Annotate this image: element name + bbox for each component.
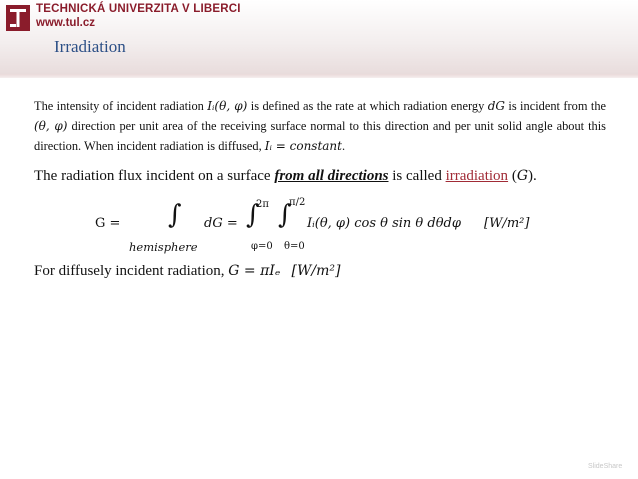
eq-integral-theta: ∫ bbox=[278, 200, 292, 230]
all-directions-emphasis: from all directions bbox=[274, 168, 389, 184]
eq-upper-phi: 2π bbox=[256, 199, 269, 210]
header-accent-line bbox=[470, 70, 638, 72]
diffuse-formula: G = πIₑ bbox=[228, 263, 281, 279]
eq-integrand: Iᵢ(θ, φ) cos θ sin θ dθdφ bbox=[307, 216, 461, 231]
slide-title: Irradiation bbox=[54, 37, 126, 56]
eq-dG: dG = bbox=[204, 216, 238, 231]
university-logo-icon bbox=[6, 5, 30, 31]
irradiation-equation bbox=[0, 196, 638, 256]
eq-lhs: G = bbox=[95, 216, 121, 231]
definition-paragraph: The intensity of incident radiation Iᵢ(θ, φ) is defined as the rate at which radiation energy dG is incident from the (θ, φ) direction per unit area of the receiving surface normal to this direction and per unit solid angle about this direction. When incident radiation is diffused, Iᵢ = constant. bbox=[34, 99, 607, 153]
eq-domain: hemisphere bbox=[129, 240, 198, 254]
flux-sentence: The radiation flux incident on a surface from all directions is called irradiation (G). bbox=[34, 168, 537, 184]
eq-integral-sign: ∫ bbox=[168, 200, 182, 230]
irradiation-term: irradiation bbox=[445, 168, 509, 184]
eq-upper-theta: π/2 bbox=[289, 197, 306, 208]
intensity-symbol: Iᵢ(θ, φ) bbox=[207, 99, 248, 113]
header-divider bbox=[0, 74, 638, 78]
diffuse-sentence: For diffusely incident radiation, G = πIₑ [W/m²] bbox=[34, 263, 341, 279]
eq-integral-phi: ∫ bbox=[246, 200, 260, 230]
watermark: SlideShare bbox=[588, 463, 623, 470]
eq-units: [W/m²] bbox=[484, 216, 530, 231]
university-name: TECHNICKÁ UNIVERZITA V LIBERCI bbox=[36, 3, 241, 15]
university-website: www.tul.cz bbox=[36, 17, 95, 29]
direction-symbol: (θ, φ) bbox=[34, 119, 68, 133]
diffuse-units: [W/m²] bbox=[291, 263, 341, 279]
eq-lower-theta: θ=0 bbox=[284, 241, 305, 252]
eq-lower-phi: φ=0 bbox=[251, 241, 273, 252]
energy-symbol: dG bbox=[487, 99, 505, 113]
diffuse-condition: Iᵢ = constant bbox=[264, 139, 342, 153]
